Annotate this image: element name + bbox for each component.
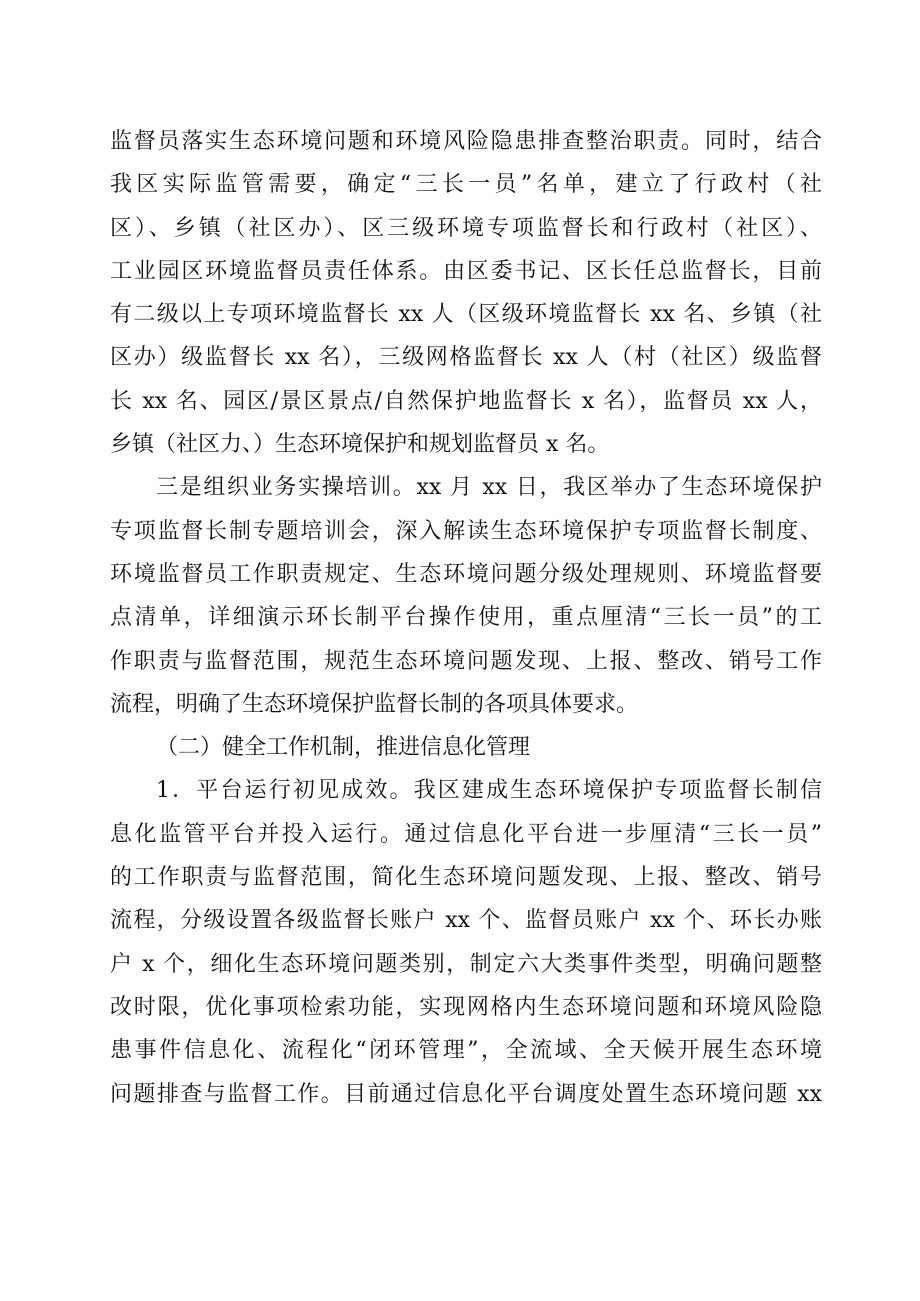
text-line: 户 x 个，细化生态环境问题类别，制定六大类事件类型，明确问题整 [110, 951, 822, 977]
paragraph-first-line: 1．平台运行初见成效。我区建成生态环境保护专项监督长制信 [156, 778, 822, 804]
section-heading: （二）健全工作机制，推进信息化管理 [156, 735, 531, 761]
text-line: 问题排查与监督工作。目前通过信息化平台调度处置生态环境问题 xx [110, 1081, 822, 1107]
text-line: 环境监督员工作职责规定、生态环境问题分级处理规则、环境监督要 [110, 561, 822, 587]
text-line: 改时限，优化事项检索功能，实现网格内生态环境问题和环境风险隐 [110, 994, 822, 1020]
text-line: 区）、乡镇（社区办）、区三级环境专项监督长和行政村（社区）、 [110, 215, 822, 241]
text-line: 点清单，详细演示环长制平台操作使用，重点厘清“三长一员”的工 [110, 605, 822, 631]
text-line: 区办）级监督长 xx 名），三级网格监督长 xx 人（村（社区）级监督 [110, 345, 822, 371]
text-line: 监督员落实生态环境问题和环境风险隐患排查整治职责。同时，结合 [110, 129, 822, 154]
text-line: 作职责与监督范围，规范生态环境问题发现、上报、整改、销号工作 [110, 648, 822, 674]
text-line: 流程，明确了生态环境保护监督长制的各项具体要求。 [110, 691, 639, 717]
text-line: 流程，分级设置各级监督长账户 xx 个、监督员账户 xx 个、环长办账 [110, 908, 822, 934]
paragraph-first-line: 三是组织业务实操培训。xx 月 xx 日，我区举办了生态环境保护 [156, 475, 822, 501]
text-line: 长 xx 名、园区/景区景点/自然保护地监督长 x 名），监督员 xx 人， [110, 388, 822, 414]
text-line: 我区实际监管需要，确定“三长一员”名单，建立了行政村（社 [110, 172, 822, 198]
text-line: 乡镇（社区力、）生态环境保护和规划监督员 x 名。 [110, 432, 610, 458]
text-line: 息化监管平台并投入运行。通过信息化平台进一步厘清“三长一员” [110, 821, 822, 847]
text-line: 的工作职责与监督范围，简化生态环境问题发现、上报、整改、销号 [110, 865, 822, 891]
text-line: 专项监督长制专题培训会，深入解读生态环境保护专项监督长制度、 [110, 518, 822, 544]
text-line: 工业园区环境监督员责任体系。由区委书记、区长任总监督长，目前 [110, 258, 822, 284]
document-body [110, 120, 822, 1116]
text-line: 患事件信息化、流程化“闭环管理”，全流域、全天候开展生态环境 [110, 1038, 822, 1064]
text-line: 有二级以上专项环境监督长 xx 人（区级环境监督长 xx 名、乡镇（社 [110, 302, 822, 328]
